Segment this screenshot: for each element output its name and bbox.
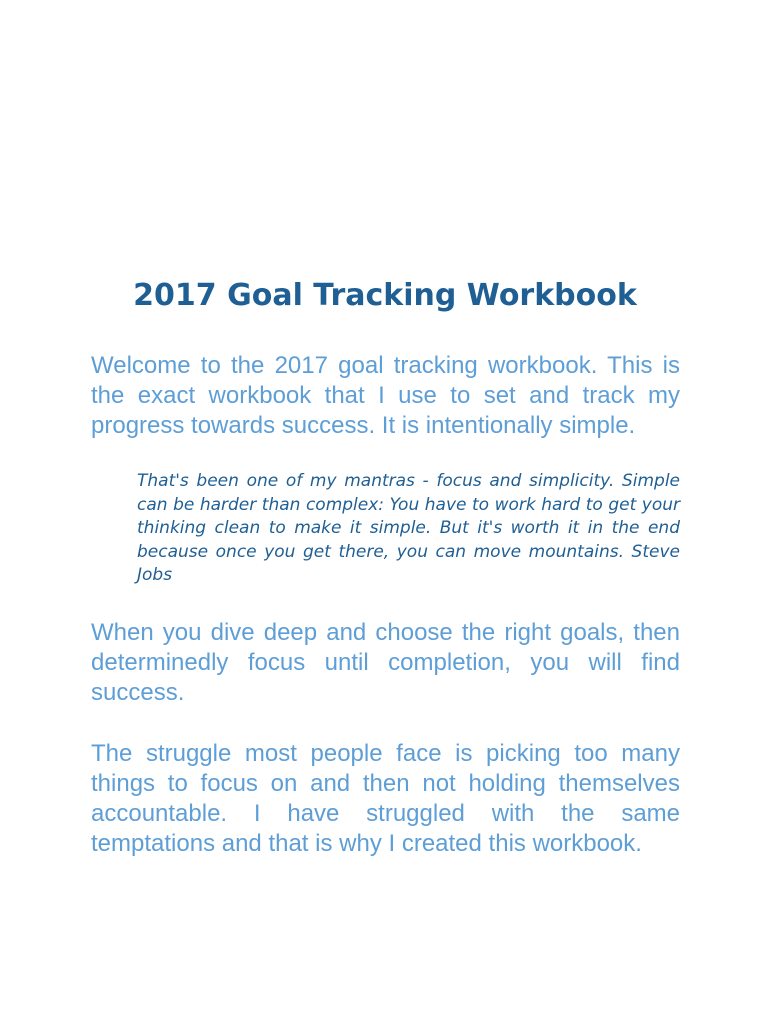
intro-paragraph: Welcome to the 2017 goal tracking workbook. This is the exact workbook that I use to set and track my progress towards success. It is intentionally simple. [91,352,680,439]
quote-block: That's been one of my mantras - focus and simplicity. Simple can be harder than complex: You have to work hard to get your thinking clean to make it simple. But it's worth it in the end because once you get there, you can move mountains. Steve Jobs [137,471,680,585]
focus-paragraph: When you dive deep and choose the right goals, then determinedly focus until completion, you will find success. [91,619,680,706]
page-title: 2017 Goal Tracking Workbook [133,278,637,313]
struggle-paragraph: The struggle most people face is picking too many things to focus on and then not holding themselves accountable. I have struggled with the same temptations and that is why I created this workbook. [91,740,680,857]
